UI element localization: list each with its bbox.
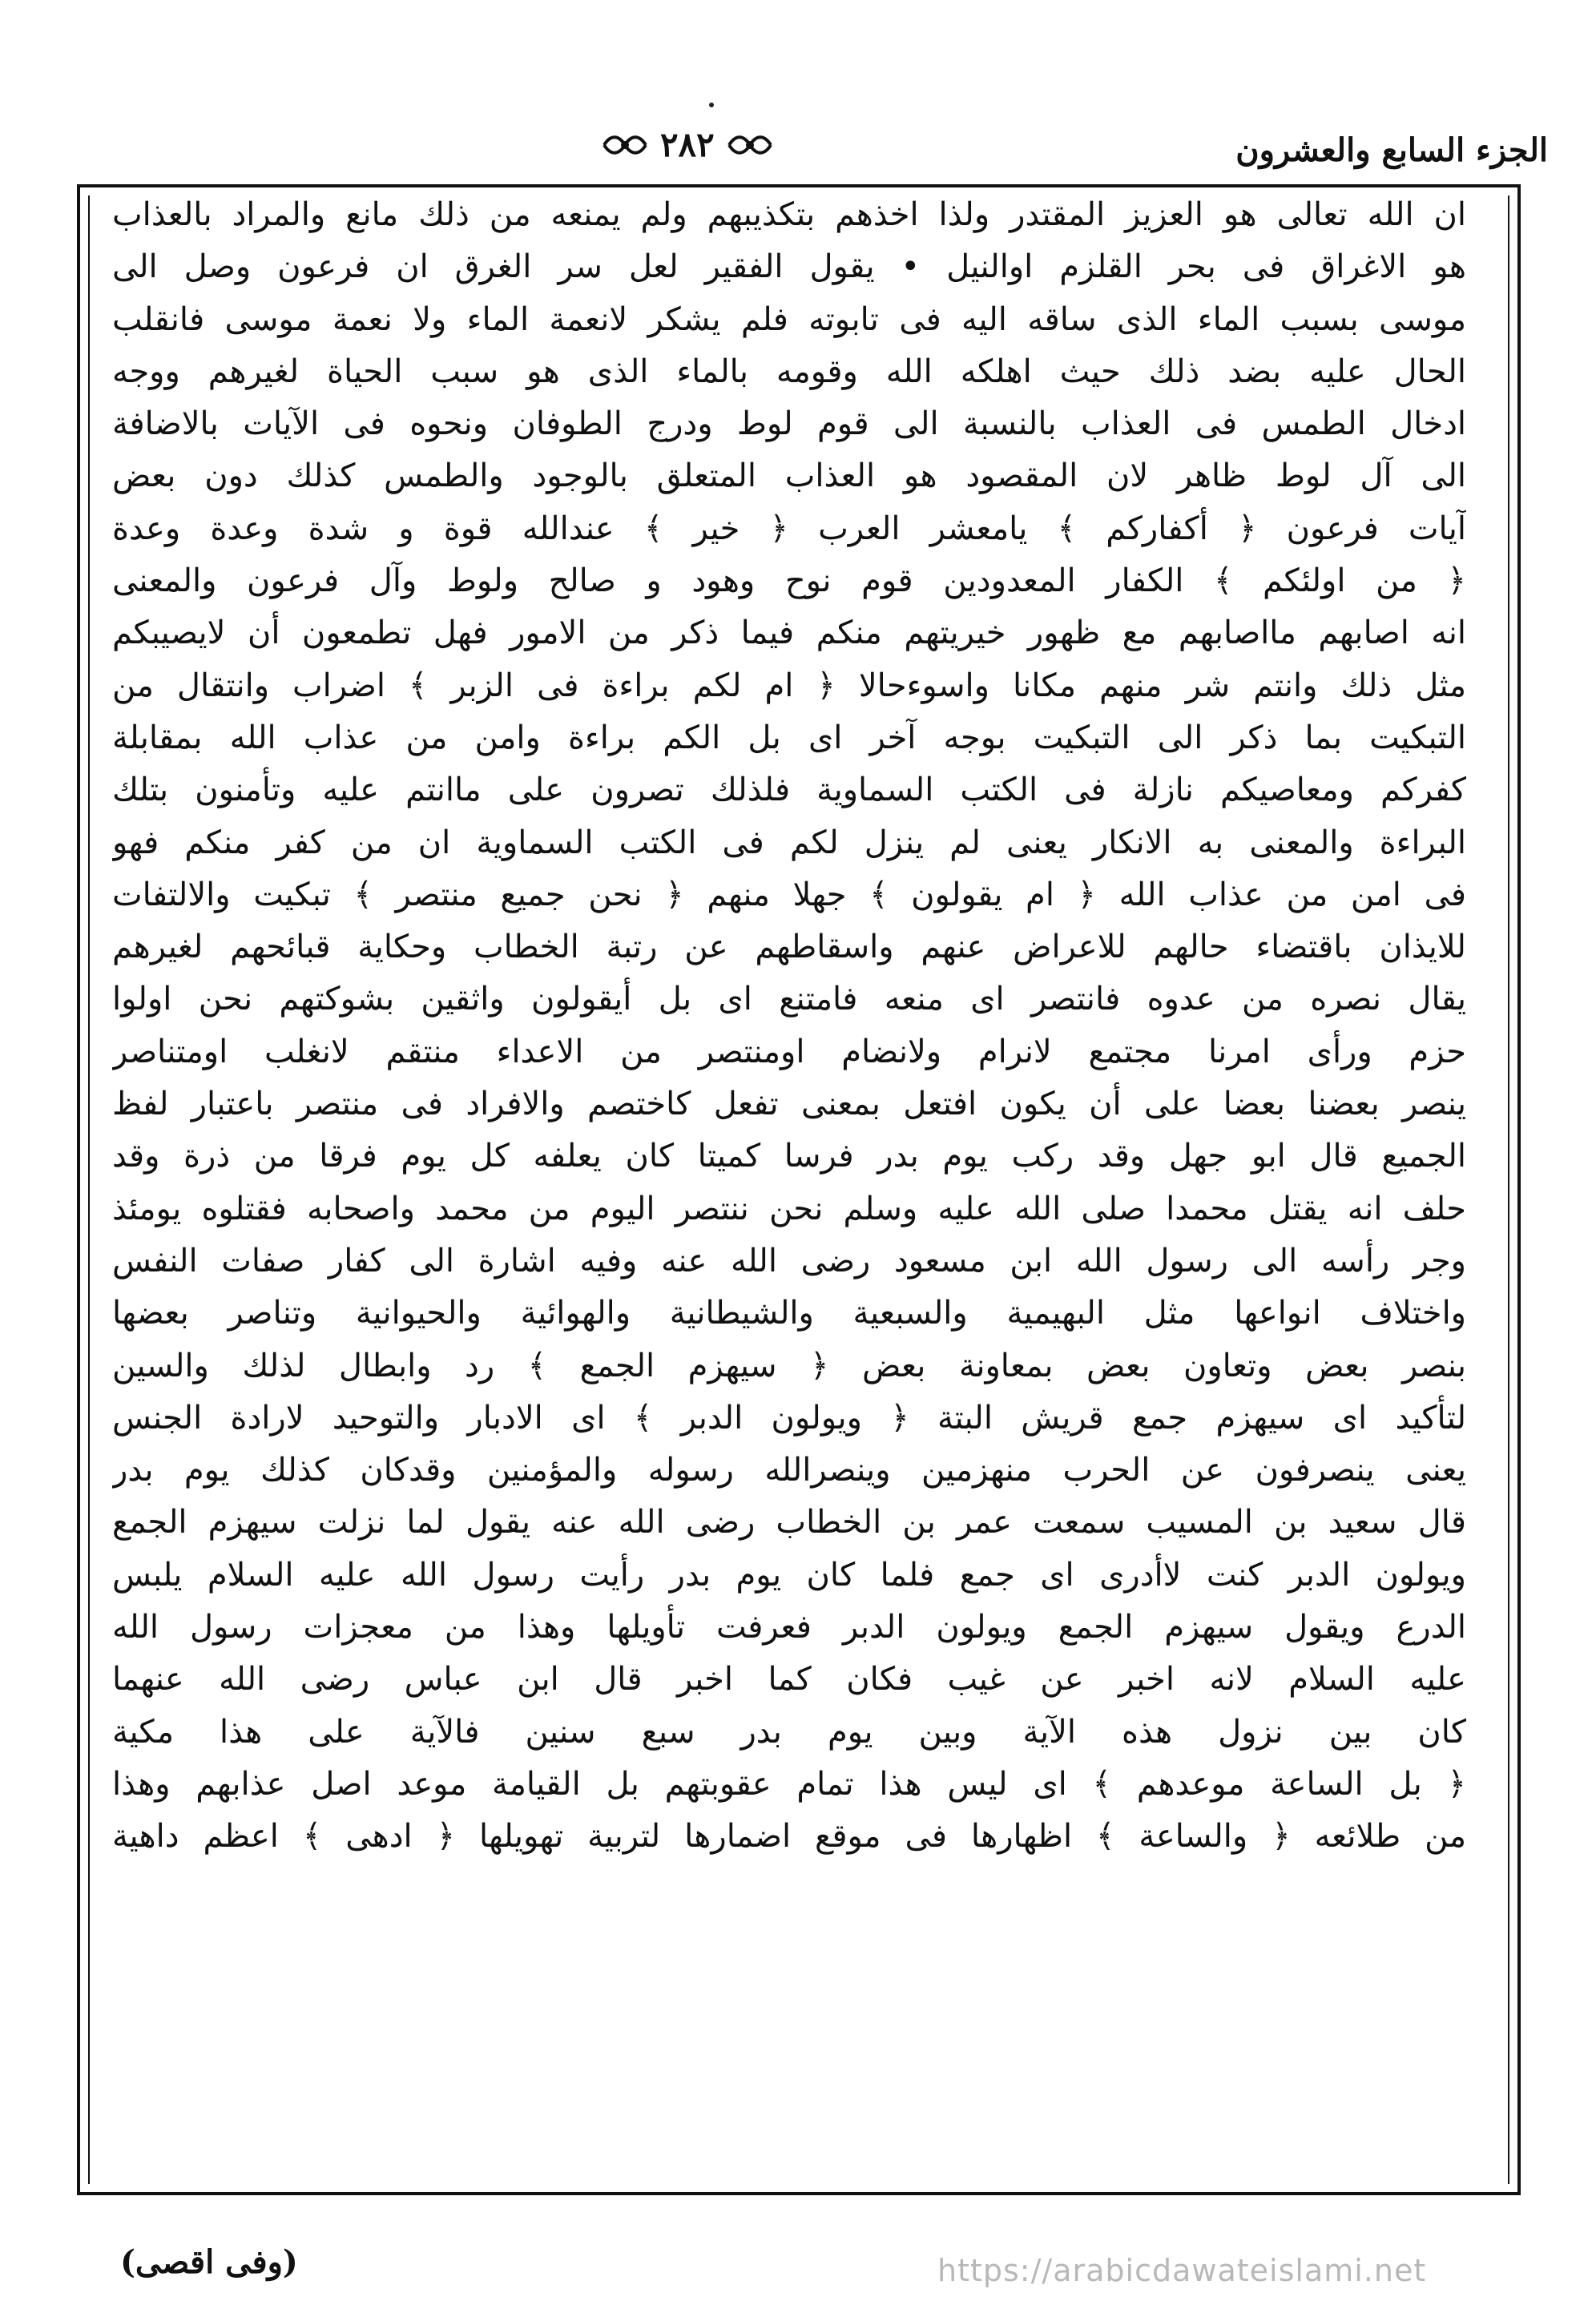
text-line: عليه السلام لانه اخبر عن غيب فكان كما اخبر قال ابن عباس رضى الله عنهما (112, 1661, 1466, 1698)
text-line: كفركم ومعاصيكم نازلة فى الكتب السماوية فلذلك تصرون على ماانتم عليه وتأمنون بتلك (112, 772, 1466, 809)
ornament-right-icon (601, 131, 649, 159)
text-line: وجر رأسه الى رسول الله ابن مسعود رضى الله عنه وفيه اشارة الى كفار صفات النفس (112, 1242, 1466, 1279)
text-line: ويولون الدبر كنت لاأدرى اى جمع فلما كان يوم بدر رأيت رسول الله عليه السلام يلبس (112, 1556, 1466, 1594)
text-line: مثل ذلك وانتم شر منهم مكانا واسوءحالا ﴿ ام لكم براءة فى الزبر ﴾ اضراب وانتقال من (112, 667, 1466, 704)
text-line: موسى بسبب الماء الذى ساقه اليه فى تابوته فلم يشكر لانعمة الماء ولا نعمة موسى فانقلب (112, 300, 1466, 338)
text-line: الحال عليه بضد ذلك حيث اهلكه الله وقومه بالماء الذى هو سبب الحياة لغيرهم ووجه (112, 353, 1466, 390)
text-body (112, 189, 1466, 2176)
text-line: حلف انه يقتل محمدا صلى الله عليه وسلم نحن ننتصر اليوم من محمد واصحابه فقتلوه يومئذ (112, 1190, 1466, 1227)
text-line: ادخال الطمس فى العذاب بالنسبة الى قوم لوط ودرج الطوفان ونحوه فى الآيات بالاضافة (112, 405, 1466, 443)
text-line: كان بين نزول هذه الآية وبين يوم بدر سبع سنين فالآية على هذا مكية (112, 1713, 1466, 1751)
site-watermark: https://arabicdawateislami.net (937, 2253, 1427, 2288)
text-line: التبكيت بما ذكر الى التبكيت بوجه آخر اى بل الكم براءة وامن من عذاب الله بمقابلة (112, 719, 1466, 756)
text-line: يعنى ينصرفون عن الحرب منهزمين وينصرالله رسوله والمؤمنين وقدكان كذلك يوم بدر (112, 1452, 1466, 1489)
text-line: الجميع قال ابو جهل وقد ركب يوم بدر فرسا كميتا كان يعلفه كل يوم فرقا من ذرة وقد (112, 1138, 1466, 1175)
text-line: الدرع ويقول سيهزم الجمع ويولون الدبر فعرفت تأويلها وهذا من معجزات رسول الله (112, 1609, 1466, 1646)
text-line: من طلائعه ﴿ والساعة ﴾ اظهارها فى موقع اضمارها لتربية تهويلها ﴿ ادهى ﴾ اعظم داهية (112, 1818, 1466, 1856)
text-line: يقال نصره من عدوه فانتصر اى منعه فامتنع اى بل أيقولون واثقين بشوكتهم نحن اولوا (112, 981, 1466, 1018)
text-line: ﴿ من اولئكم ﴾ الكفار المعدودين قوم نوح وهود و صالح ولوط وآل فرعون والمعنى (112, 562, 1466, 600)
ornament-left-icon (726, 131, 774, 159)
text-line: لتأكيد اى سيهزم جمع قريش البتة ﴿ ويولون الدبر ﴾ اى الادبار والتوحيد لارادة الجنس (112, 1399, 1466, 1437)
text-line: ﴿ بل الساعة موعدهم ﴾ اى ليس هذا تمام عقوبتهم بل القيامة موعد اصل عذابهم وهذا (112, 1765, 1466, 1803)
running-title: الجزء السابع والعشرون (1235, 131, 1548, 169)
text-line: ان الله تعالى هو العزيز المقتدر ولذا اخذهم بتكذيبهم ولم يمنعه من ذلك مانع والمراد بالعذاب (112, 196, 1466, 233)
text-line: آيات فرعون ﴿ أكفاركم ﴾ يامعشر العرب ﴿ خير ﴾ عندالله قوة و شدة وعدة وعدة (112, 510, 1466, 547)
text-line: فى امن من عذاب الله ﴿ ام يقولون ﴾ جهلا منهم ﴿ نحن جميع منتصر ﴾ تبكيت والالتفات (112, 876, 1466, 913)
text-line: هو الاغراق فى بحر القلزم اوالنيل • يقول الفقير لعل سر الغرق ان فرعون وصل الى (112, 248, 1466, 286)
text-line: واختلاف انواعها مثل البهيمية والسبعية والشيطانية والهوائية والحيوانية وتناصر بعضها (112, 1295, 1466, 1332)
text-line: حزم ورأى امرنا مجتمع لانرام ولانضام اومنتصر من الاعداء منتقم لانغلب اومتناصر (112, 1033, 1466, 1070)
text-line: البراءة والمعنى به الانكار يعنى لم ينزل لكم فى الكتب السماوية ان من كفر منكم فهو (112, 824, 1466, 861)
text-line: الى آل لوط ظاهر لان المقصود هو العذاب المتعلق بالوجود والطمس كذلك دون بعض (112, 457, 1466, 495)
catchword: (وفى اقصى) (120, 2243, 298, 2281)
page-header (80, 120, 1596, 192)
text-line: للايذان باقتضاء حالهم للاعراض عنهم واسقاطهم عن رتبة الخطاب وحكاية قبائحهم لغيرهم (112, 929, 1466, 966)
text-line: انه اصابهم مااصابهم مع ظهور خيريتهم منكم فيما ذكر من الامور فهل تطمعون أن لايصيبكم (112, 615, 1466, 652)
text-line: بنصر بعض وتعاون بعض بمعاونة بعض ﴿ سيهزم الجمع ﴾ رد وابطال لذلك والسين (112, 1347, 1466, 1384)
page-number: ٢٨٢ (660, 125, 715, 164)
ink-speck (709, 103, 714, 107)
text-line: قال سعيد بن المسيب سمعت عمر بن الخطاب رضى الله عنه يقول لما نزلت سيهزم الجمع (112, 1504, 1466, 1541)
page-number-block (601, 125, 774, 164)
text-line: ينصر بعضنا بعضا على أن يكون افتعل بمعنى تفعل كاختصم والافراد فى منتصر باعتبار لفظ (112, 1086, 1466, 1123)
